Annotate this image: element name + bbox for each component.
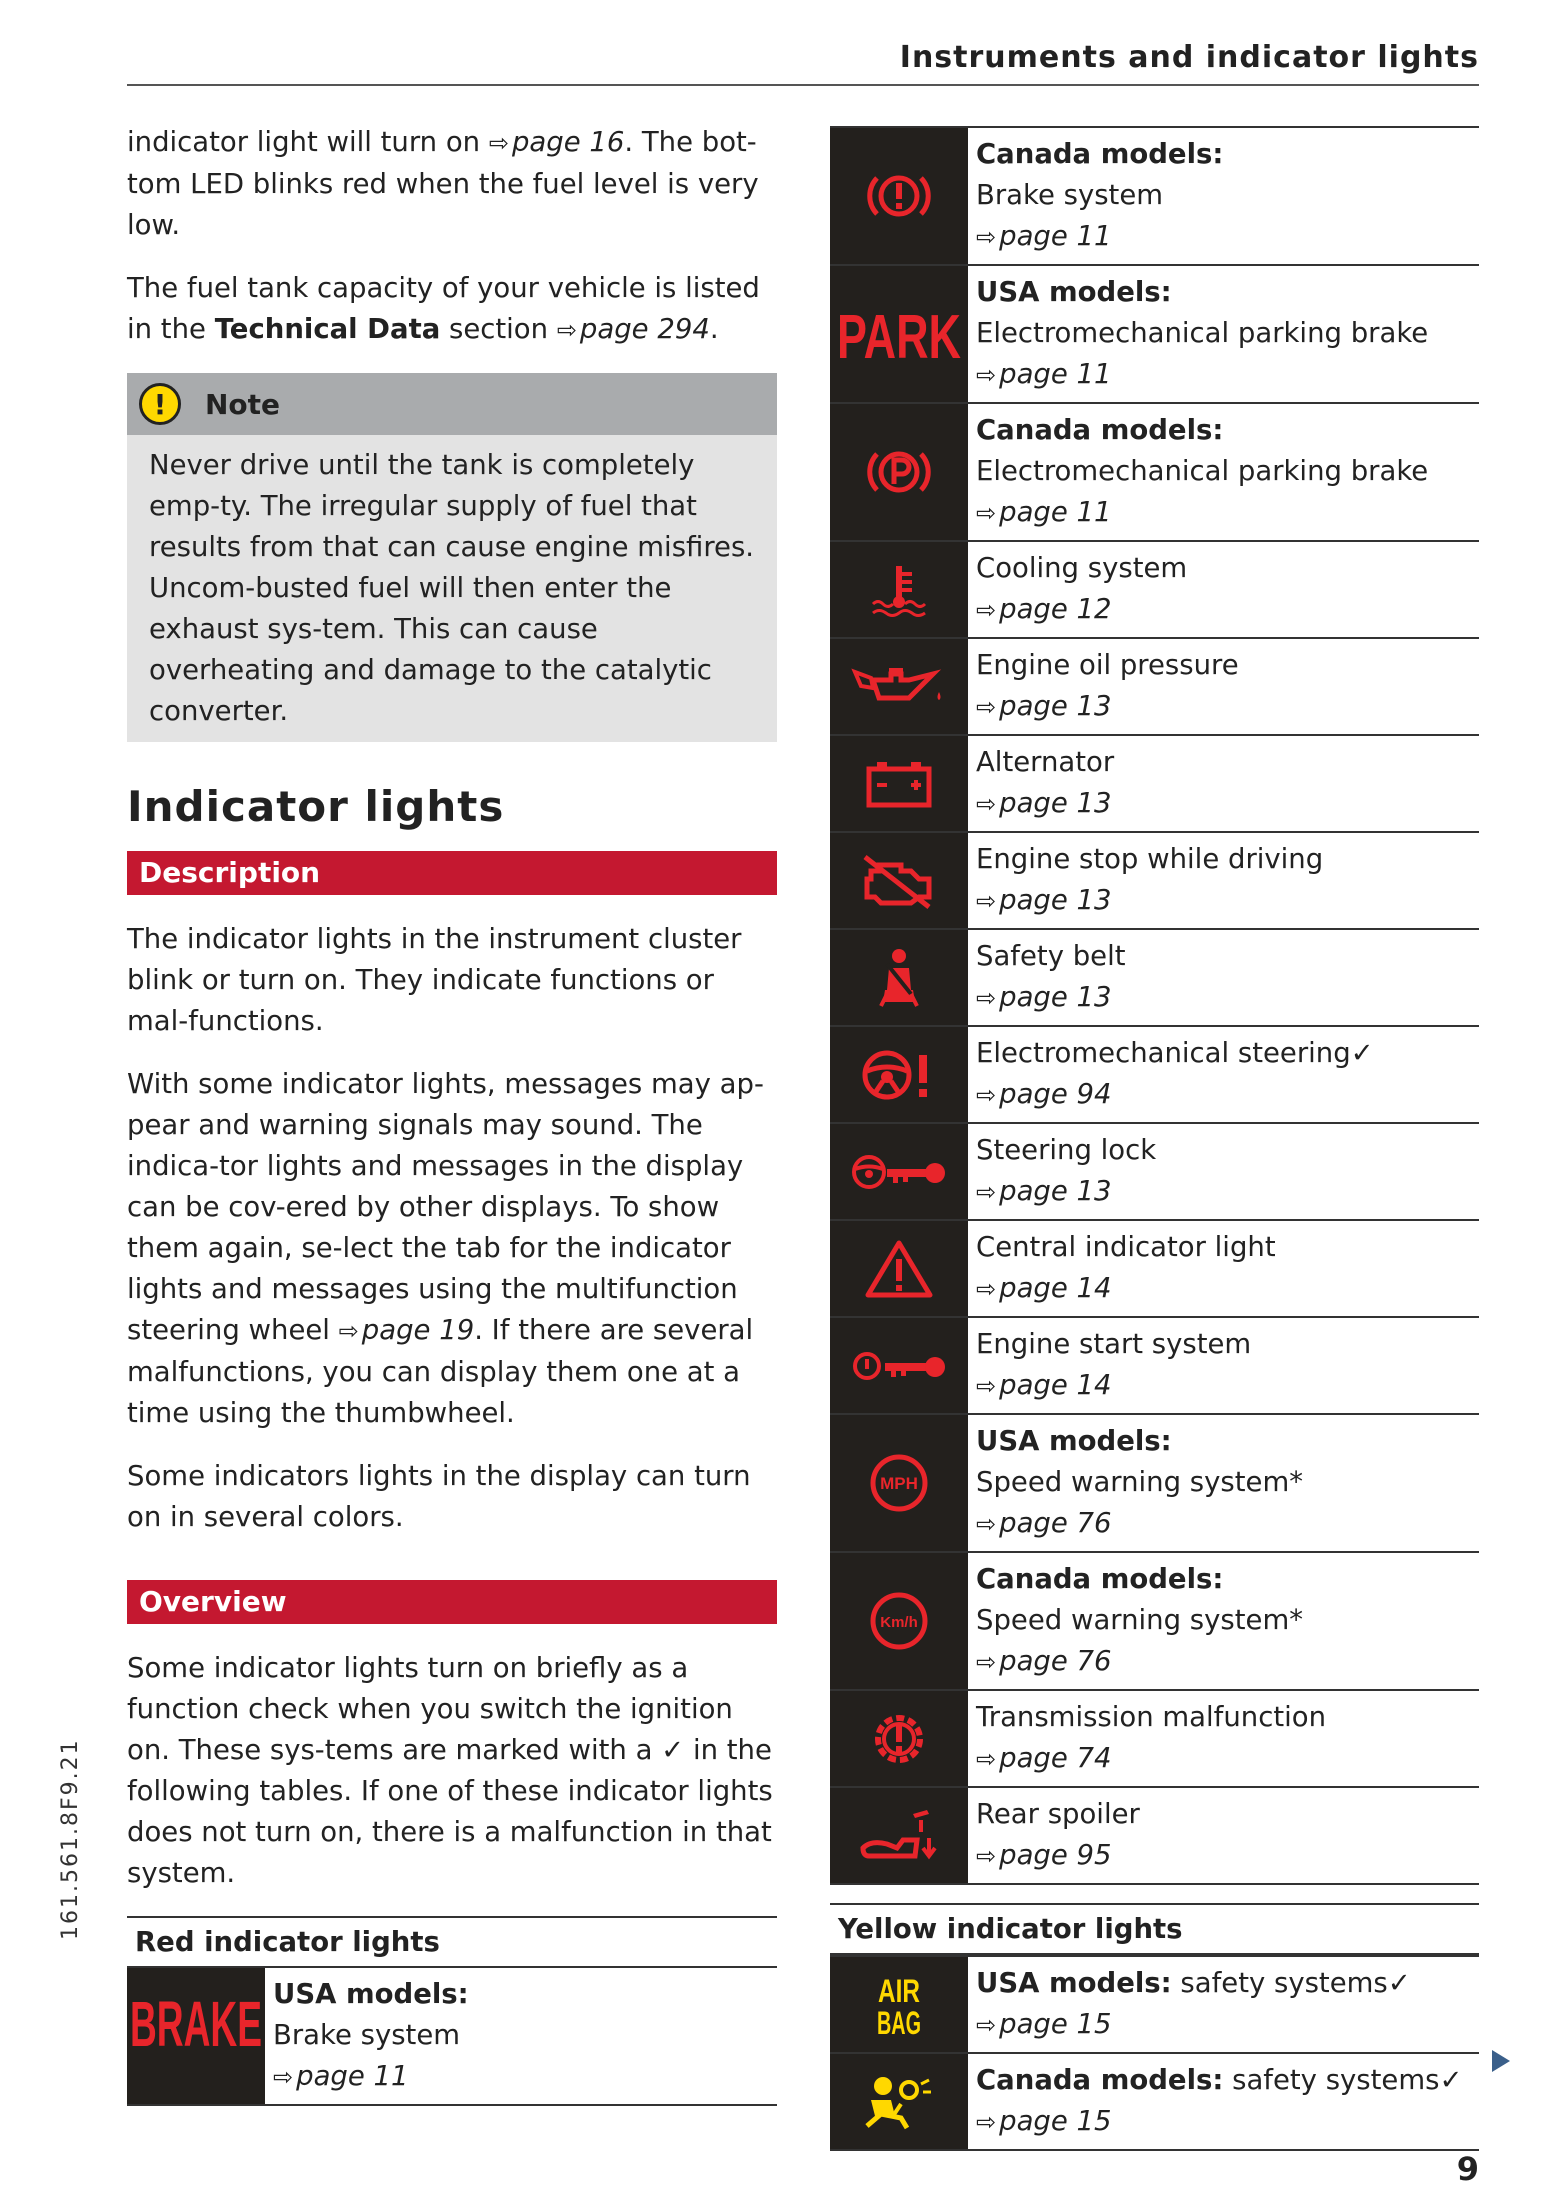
page-reference[interactable]: page 14 bbox=[999, 1272, 1112, 1304]
text-run: The indicator lights in the instrument cluster blink or turn on. They indicate functions or mal-functions. bbox=[127, 923, 742, 1037]
description-heading: Description bbox=[127, 851, 777, 895]
parking-brake-circle-icon bbox=[830, 404, 968, 540]
reference-arrow-icon: ⇨ bbox=[976, 1510, 997, 1538]
paragraph-overview bbox=[127, 1648, 777, 1894]
reference-arrow-icon: ⇨ bbox=[976, 790, 997, 818]
reference-arrow-icon: ⇨ bbox=[976, 1081, 997, 1109]
continue-arrow-icon bbox=[1492, 2050, 1510, 2072]
right-column bbox=[830, 126, 1479, 2151]
engine-stop-icon bbox=[830, 833, 968, 928]
page-reference[interactable]: page 13 bbox=[999, 981, 1112, 1013]
row-description: safety systems✓ bbox=[1223, 2064, 1463, 2096]
row-description: Engine stop while driving bbox=[976, 843, 1324, 875]
reference-arrow-icon: ⇨ bbox=[488, 129, 509, 157]
running-header: Instruments and indicator lights bbox=[899, 40, 1479, 75]
kmh-icon bbox=[830, 1553, 968, 1689]
table-row bbox=[830, 1124, 1479, 1221]
page-reference[interactable]: page 94 bbox=[999, 1078, 1112, 1110]
row-text bbox=[968, 1124, 1156, 1219]
paragraph-description-1 bbox=[127, 919, 777, 1042]
row-description: safety systems✓ bbox=[1171, 1967, 1411, 1999]
text-run: . bbox=[709, 313, 719, 345]
row-description: Engine oil pressure bbox=[976, 649, 1239, 681]
table-row bbox=[830, 1788, 1479, 1885]
text-run: With some indicator lights, messages may ap-pear and warning signals may sound. The indica-tor lights and messages in the display can be cov-ered by other displays. To show them again, se-lect the tab for the indicator lights and messages using the multifunction steering wheel bbox=[127, 1068, 764, 1346]
table-row bbox=[830, 1027, 1479, 1124]
page-reference[interactable]: page 11 bbox=[999, 220, 1112, 252]
table-row bbox=[830, 1415, 1479, 1553]
row-description: Alternator bbox=[976, 746, 1115, 778]
reference-arrow-icon: ⇨ bbox=[338, 1317, 359, 1345]
text-run: . The bot-tom LED blinks red when the fuel level is very low. bbox=[127, 126, 759, 241]
engine-start-key-icon bbox=[830, 1318, 968, 1413]
page-reference[interactable]: page 19 bbox=[361, 1314, 475, 1346]
reference-arrow-icon: ⇨ bbox=[976, 1372, 997, 1400]
reference-arrow-icon: ⇨ bbox=[976, 1275, 997, 1303]
row-description: Speed warning system* bbox=[976, 1466, 1303, 1498]
reference-arrow-icon: ⇨ bbox=[976, 887, 997, 915]
row-text bbox=[968, 1027, 1374, 1122]
reference-arrow-icon: ⇨ bbox=[976, 596, 997, 624]
exclamation-icon: ! bbox=[139, 383, 181, 425]
reference-arrow-icon: ⇨ bbox=[976, 1842, 997, 1870]
reference-arrow-icon: ⇨ bbox=[976, 693, 997, 721]
paragraph-description-2 bbox=[127, 1064, 777, 1434]
reference-arrow-icon: ⇨ bbox=[273, 2063, 294, 2091]
warning-triangle-icon bbox=[830, 1221, 968, 1316]
table-row bbox=[830, 930, 1479, 1027]
yellow-table-header: Yellow indicator lights bbox=[830, 1903, 1479, 1955]
reference-arrow-icon: ⇨ bbox=[556, 316, 577, 344]
row-region: Canada models: bbox=[976, 138, 1224, 170]
park-text-icon bbox=[830, 266, 968, 402]
row-description: Central indicator light bbox=[976, 1231, 1276, 1263]
table-row bbox=[830, 542, 1479, 639]
table-row bbox=[830, 1955, 1479, 2054]
row-description: Rear spoiler bbox=[976, 1798, 1140, 1830]
reference-arrow-icon: ⇨ bbox=[976, 984, 997, 1012]
row-text bbox=[968, 930, 1126, 1025]
row-text bbox=[968, 1221, 1276, 1316]
red-lights-table bbox=[830, 126, 1479, 1885]
row-description: Engine start system bbox=[976, 1328, 1252, 1360]
row-text bbox=[968, 833, 1323, 928]
document-code: 161.561.8F9.21 bbox=[58, 1738, 83, 1940]
brake-circle-icon bbox=[830, 128, 968, 264]
page-reference[interactable]: page 95 bbox=[999, 1839, 1112, 1871]
row-text bbox=[968, 1415, 1303, 1551]
header-divider bbox=[127, 84, 1479, 86]
table-row bbox=[830, 736, 1479, 833]
airbag-icon-text-1: AIR bbox=[878, 1972, 920, 2009]
mph-icon bbox=[830, 1415, 968, 1551]
reference-arrow-icon: ⇨ bbox=[976, 2011, 997, 2039]
paragraph-fuel-capacity bbox=[127, 268, 777, 351]
bold-term: Technical Data bbox=[214, 313, 441, 345]
paragraph-fuel-led bbox=[127, 122, 777, 246]
page-reference[interactable]: page 76 bbox=[999, 1645, 1112, 1677]
battery-icon bbox=[830, 736, 968, 831]
row-region: USA models: bbox=[976, 1425, 1172, 1457]
page-reference[interactable]: page 15 bbox=[999, 2105, 1112, 2137]
reference-arrow-icon: ⇨ bbox=[976, 223, 997, 251]
table-row bbox=[830, 404, 1479, 542]
row-text bbox=[968, 639, 1239, 734]
page-reference[interactable]: page 13 bbox=[999, 1175, 1112, 1207]
text-run: indicator light will turn on bbox=[127, 126, 489, 158]
page-reference[interactable]: page 14 bbox=[999, 1369, 1112, 1401]
row-description: Electromechanical parking brake bbox=[976, 317, 1429, 349]
row-text bbox=[968, 1318, 1251, 1413]
row-region: USA models: bbox=[976, 1967, 1172, 1999]
overview-heading: Overview bbox=[127, 1580, 777, 1624]
table-row bbox=[830, 1221, 1479, 1318]
row-text bbox=[968, 1957, 1411, 2052]
page-reference[interactable]: page 74 bbox=[999, 1742, 1112, 1774]
page-reference[interactable]: page 76 bbox=[999, 1507, 1112, 1539]
airbag-person-icon bbox=[830, 2054, 968, 2149]
airbag-text-icon bbox=[830, 1957, 968, 2052]
row-text bbox=[968, 266, 1428, 402]
left-column bbox=[127, 122, 777, 2106]
note-header bbox=[127, 373, 777, 435]
page-reference[interactable]: page 11 bbox=[999, 358, 1112, 390]
row-text bbox=[968, 1788, 1140, 1883]
row-region: Canada models: bbox=[976, 1563, 1224, 1595]
transmission-gear-icon bbox=[830, 1691, 968, 1786]
row-text bbox=[968, 404, 1428, 540]
reference-arrow-icon: ⇨ bbox=[976, 2108, 997, 2136]
row-text bbox=[968, 2054, 1462, 2149]
row-region: Canada models: bbox=[976, 414, 1224, 446]
seatbelt-icon bbox=[830, 930, 968, 1025]
airbag-icon-text-2: BAG bbox=[877, 2004, 921, 2040]
text-run: The fuel tank capacity of your vehicle is listed in the bbox=[127, 272, 760, 345]
red-table-header: Red indicator lights bbox=[127, 1916, 777, 1968]
text-run: Some indicators lights in the display can turn on in several colors. bbox=[127, 1460, 751, 1533]
text-run: . If there are several malfunctions, you can display them one at a time using the thumbwheel. bbox=[127, 1314, 754, 1429]
table-row bbox=[830, 266, 1479, 404]
page-number: 9 bbox=[1456, 2150, 1479, 2188]
row-text bbox=[968, 128, 1223, 264]
paragraph-description-3 bbox=[127, 1456, 777, 1538]
coolant-temperature-icon bbox=[830, 542, 968, 637]
row-description: Speed warning system* bbox=[976, 1604, 1303, 1636]
section-title: Indicator lights bbox=[127, 782, 505, 831]
table-row bbox=[830, 1553, 1479, 1691]
page-reference[interactable]: page 11 bbox=[296, 2060, 409, 2092]
row-region: USA models: bbox=[273, 1978, 469, 2010]
table-row bbox=[830, 833, 1479, 930]
page-reference[interactable]: page 13 bbox=[999, 884, 1112, 916]
brake-text-icon bbox=[127, 1968, 265, 2104]
page-reference[interactable]: page 11 bbox=[999, 496, 1112, 528]
speed-icon-text: MPH bbox=[880, 1474, 918, 1493]
rear-spoiler-icon bbox=[830, 1788, 968, 1883]
table-row bbox=[830, 126, 1479, 266]
text-run: section bbox=[440, 313, 557, 345]
reference-arrow-icon: ⇨ bbox=[976, 361, 997, 389]
row-text bbox=[265, 1968, 469, 2104]
table-row bbox=[830, 1318, 1479, 1415]
row-description: Transmission malfunction bbox=[976, 1701, 1327, 1733]
row-description: Cooling system bbox=[976, 552, 1188, 584]
text-run: Some indicator lights turn on briefly as a function check when you switch the ignition on. These sys-tems are marked with a ✓ in the following tables. If one of these indicator lights does not turn on, there is a malfunction in that system. bbox=[127, 1652, 773, 1889]
row-text bbox=[968, 1553, 1303, 1689]
reference-arrow-icon: ⇨ bbox=[976, 1648, 997, 1676]
page-reference[interactable]: page 15 bbox=[999, 2008, 1112, 2040]
park-icon-text: PARK bbox=[837, 303, 962, 366]
reference-arrow-icon: ⇨ bbox=[976, 1745, 997, 1773]
table-row bbox=[830, 1691, 1479, 1788]
row-text bbox=[968, 736, 1114, 831]
note-box bbox=[127, 373, 777, 742]
page-reference[interactable]: page 12 bbox=[999, 593, 1112, 625]
page-reference[interactable]: page 294 bbox=[579, 313, 710, 345]
row-description: Safety belt bbox=[976, 940, 1126, 972]
row-description: Electromechanical steering✓ bbox=[976, 1037, 1374, 1069]
table-row bbox=[830, 2054, 1479, 2151]
row-region: Canada models: bbox=[976, 2064, 1224, 2096]
page-reference[interactable]: page 13 bbox=[999, 787, 1112, 819]
yellow-lights-table bbox=[830, 1955, 1479, 2151]
steering-lock-icon bbox=[830, 1124, 968, 1219]
table-row bbox=[830, 639, 1479, 736]
reference-arrow-icon: ⇨ bbox=[976, 1178, 997, 1206]
note-title: Note bbox=[205, 387, 281, 421]
reference-arrow-icon: ⇨ bbox=[976, 499, 997, 527]
page-reference[interactable]: page 13 bbox=[999, 690, 1112, 722]
row-description: Electromechanical parking brake bbox=[976, 455, 1429, 487]
row-text bbox=[968, 542, 1187, 637]
brake-icon-text: BRAKE bbox=[130, 1988, 262, 2060]
row-description: Brake system bbox=[273, 2019, 461, 2051]
oil-can-icon bbox=[830, 639, 968, 734]
page-reference[interactable]: page 16 bbox=[511, 126, 625, 158]
row-description: Steering lock bbox=[976, 1134, 1157, 1166]
table-row bbox=[127, 1968, 777, 2106]
steering-warning-icon bbox=[830, 1027, 968, 1122]
note-text: Never drive until the tank is completely emp-ty. The irregular supply of fuel that results from that can cause engine misfires. Uncom-busted fuel will then enter the exhaust sys-tem. This can cause overheating and damage to the catalytic converter. bbox=[149, 449, 755, 727]
row-region: USA models: bbox=[976, 276, 1172, 308]
speed-icon-text: Km/h bbox=[880, 1614, 918, 1631]
row-text bbox=[968, 1691, 1326, 1786]
row-description: Brake system bbox=[976, 179, 1164, 211]
